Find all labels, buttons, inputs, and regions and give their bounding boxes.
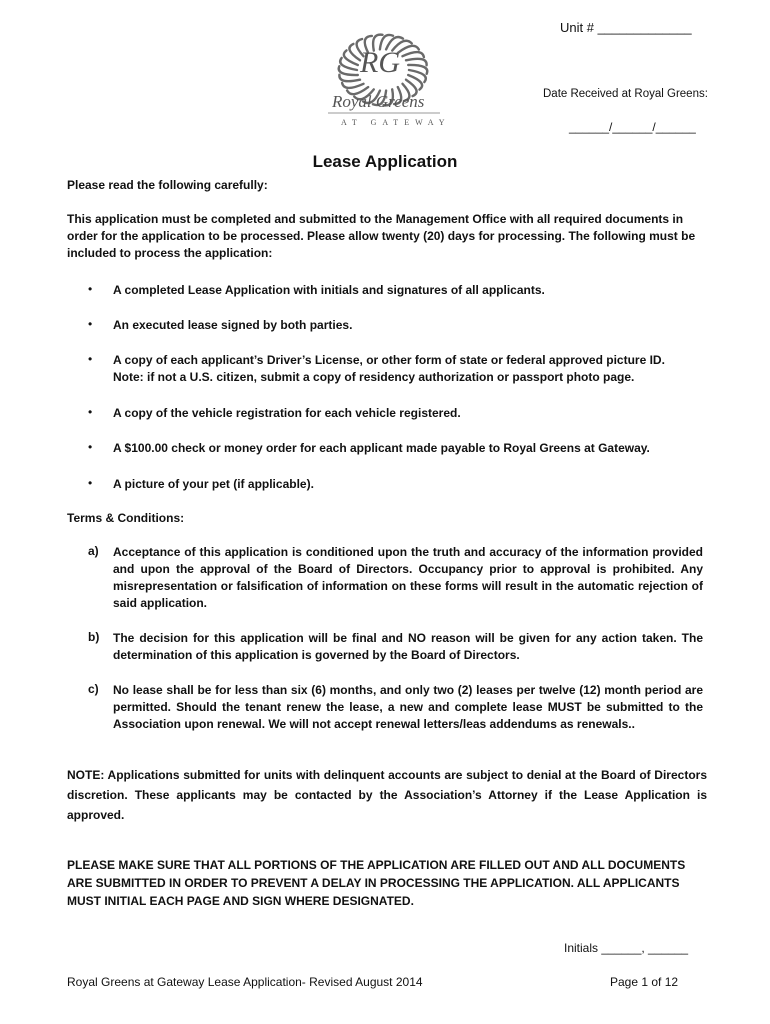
term-label: a) xyxy=(88,544,99,558)
bullet-marker: • xyxy=(88,476,93,490)
logo-ray xyxy=(342,83,363,88)
logo-monogram: RG xyxy=(360,46,400,79)
logo-name: Royal Greens xyxy=(332,92,425,111)
term-text: Acceptance of this application is conditioned upon the truth and accuracy of the information provided and upon the approval of the Board of Directors. Occupancy prior to approval is prohibited. Any misrepresentation or falsification of information on these forms will result in the automatic rejection of said application. xyxy=(113,545,703,610)
bullet-marker: • xyxy=(88,440,93,454)
term-text: No lease shall be for less than six (6) months, and only two (2) leases per twelve (12) month period are permitted. Should the tenant renew the lease, a new and complete lease MUST be submitted to the Association upon renewal. We will not accept renewal letters/leas addendums as renewals.. xyxy=(113,683,703,731)
intro-paragraph: This application must be completed and submitted to the Management Office with all required documents in order for the application to be processed. Please allow twenty (20) days for processing. The following must be included to process the application: xyxy=(67,212,696,260)
footer-revision: Royal Greens at Gateway Lease Application- Revised August 2014 xyxy=(67,975,423,989)
requirement-item: An executed lease signed by both parties. xyxy=(113,318,353,332)
royal-greens-logo xyxy=(308,22,458,134)
requirement-item: A copy of each applicant’s Driver’s License, or other form of state or federal approved picture ID. xyxy=(113,353,665,367)
page-number: Page 1 of 12 xyxy=(610,975,679,989)
bullet-marker: • xyxy=(88,405,93,419)
intro-heading: Please read the following carefully: xyxy=(67,178,268,192)
term-label: c) xyxy=(88,682,99,696)
unit-number-field: Unit # _____________ xyxy=(560,20,692,35)
requirement-item: A copy of the vehicle registration for each vehicle registered. xyxy=(113,406,461,420)
bullet-marker: • xyxy=(88,352,93,366)
requirement-item-note: Note: if not a U.S. citizen, submit a copy of residency authorization or passport photo page. xyxy=(113,370,635,384)
page-title: Lease Application xyxy=(312,152,458,171)
bullet-marker: • xyxy=(88,282,93,296)
logo-ray xyxy=(349,44,360,60)
date-received-blanks: ______/______/______ xyxy=(569,120,696,134)
initials-field: Initials ______, ______ xyxy=(564,941,689,955)
requirement-item: A completed Lease Application with initials and signatures of all applicants. xyxy=(113,283,545,297)
requirement-item: A $100.00 check or money order for each applicant made payable to Royal Greens at Gateway. xyxy=(113,441,650,455)
delinquent-accounts-note: NOTE: Applications submitted for units with delinquent accounts are subject to denial at the Board of Directors discretion. These applicants may be contacted by the Association’s Attorney if the Lease Application is approved. xyxy=(67,768,707,822)
term-text: The decision for this application will be final and NO reason will be given for any action taken. The determination of this application is governed by the Board of Directors. xyxy=(113,631,703,662)
date-received-label: Date Received at Royal Greens: xyxy=(543,88,708,100)
logo-ray xyxy=(403,52,424,57)
completion-warning: PLEASE MAKE SURE THAT ALL PORTIONS OF THE APPLICATION ARE FILLED OUT AND ALL DOCUMENTS ARE SUBMITTED IN ORDER TO PREVENT A DELAY IN PROCESSING THE APPLICATION. ALL APPLICANTS MUST INITIAL EACH PAGE AND SIGN WHERE DESIGNATED. xyxy=(67,858,686,908)
requirement-item: A picture of your pet (if applicable). xyxy=(113,477,314,491)
bullet-marker: • xyxy=(88,317,93,331)
logo-subtitle: AT GATEWAY xyxy=(341,118,451,127)
terms-heading: Terms & Conditions: xyxy=(67,511,185,525)
term-label: b) xyxy=(88,630,100,644)
